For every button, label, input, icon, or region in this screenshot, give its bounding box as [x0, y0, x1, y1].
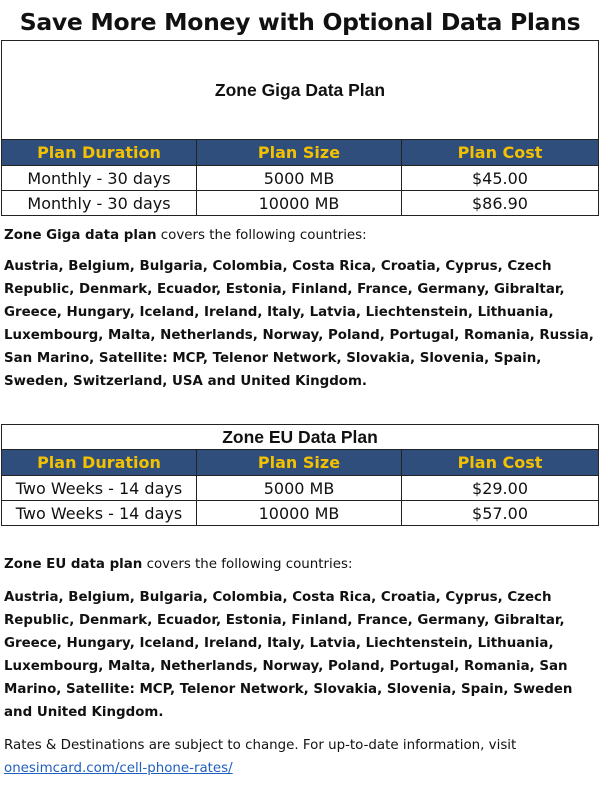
eu-coverage-intro: [0, 553, 600, 576]
plan-duration-cell: Monthly - 30 days: [2, 166, 197, 191]
eu-header-row: [2, 450, 599, 476]
col-header-duration: Plan Duration: [2, 450, 197, 476]
plan-cost-cell: $57.00: [402, 501, 599, 526]
table-row: [2, 476, 599, 501]
plan-cost-cell: $86.90: [402, 191, 599, 216]
col-header-size: Plan Size: [197, 140, 402, 166]
giga-coverage-rest: covers the following countries:: [156, 228, 367, 243]
plan-size-cell: 5000 MB: [197, 476, 402, 501]
giga-plan-title: Zone Giga Data Plan: [2, 41, 599, 140]
table-row: [2, 191, 599, 216]
giga-coverage-bold: Zone Giga data plan: [4, 228, 157, 243]
page-title: Save More Money with Optional Data Plans: [19, 8, 581, 36]
plan-cost-cell: $29.00: [402, 476, 599, 501]
col-header-cost: Plan Cost: [402, 140, 599, 166]
eu-plan-table: [1, 424, 599, 526]
giga-country-list: Austria, Belgium, Bulgaria, Colombia, Costa Rica, Croatia, Cyprus, Czech Republic, Denmark, Ecuador, Estonia, Finland, France, Germany, Gibraltar, Greece, Hungary, Iceland, Ireland, Italy, Latvia, Liechtenstein, Lithuania, Luxembourg, Malta, Netherlands, Norway, Poland, Portugal, Romania, Russia, San Marino, Satellite: MCP, Telenor Network, Slovakia, Slovenia, Spain, Sweden, Switzerland, USA and United Kingdom.: [4, 259, 594, 389]
plan-duration-cell: Two Weeks - 14 days: [2, 476, 197, 501]
plan-size-cell: 10000 MB: [197, 501, 402, 526]
plan-duration-cell: Monthly - 30 days: [2, 191, 197, 216]
plan-cost-cell: $45.00: [402, 166, 599, 191]
eu-coverage-rest: covers the following countries:: [142, 557, 353, 572]
giga-header-row: [2, 140, 599, 166]
footer-note: [0, 734, 600, 780]
giga-coverage-intro: [0, 224, 600, 247]
plan-size-cell: 10000 MB: [197, 191, 402, 216]
col-header-duration: Plan Duration: [2, 140, 197, 166]
col-header-size: Plan Size: [197, 450, 402, 476]
giga-plan-table: [1, 40, 599, 216]
eu-country-list: Austria, Belgium, Bulgaria, Colombia, Costa Rica, Croatia, Cyprus, Czech Republic, Denmark, Ecuador, Estonia, Finland, France, Germany, Gibraltar, Greece, Hungary, Iceland, Ireland, Italy, Latvia, Liechtenstein, Lithuania, Luxembourg, Malta, Netherlands, Norway, Poland, Portugal, Romania, San Marino, Satellite: MCP, Telenor Network, Slovakia, Slovenia, Spain, Sweden and United Kingdom.: [4, 590, 573, 720]
table-row: [2, 501, 599, 526]
table-row: [2, 166, 599, 191]
col-header-cost: Plan Cost: [402, 450, 599, 476]
plan-size-cell: 5000 MB: [197, 166, 402, 191]
eu-coverage-bold: Zone EU data plan: [4, 557, 143, 572]
footer-note-text: Rates & Destinations are subject to change. For up-to-date information, visit: [4, 738, 517, 753]
eu-plan-title: Zone EU Data Plan: [2, 425, 599, 450]
plan-duration-cell: Two Weeks - 14 days: [2, 501, 197, 526]
rates-link[interactable]: onesimcard.com/cell-phone-rates/: [4, 761, 233, 776]
